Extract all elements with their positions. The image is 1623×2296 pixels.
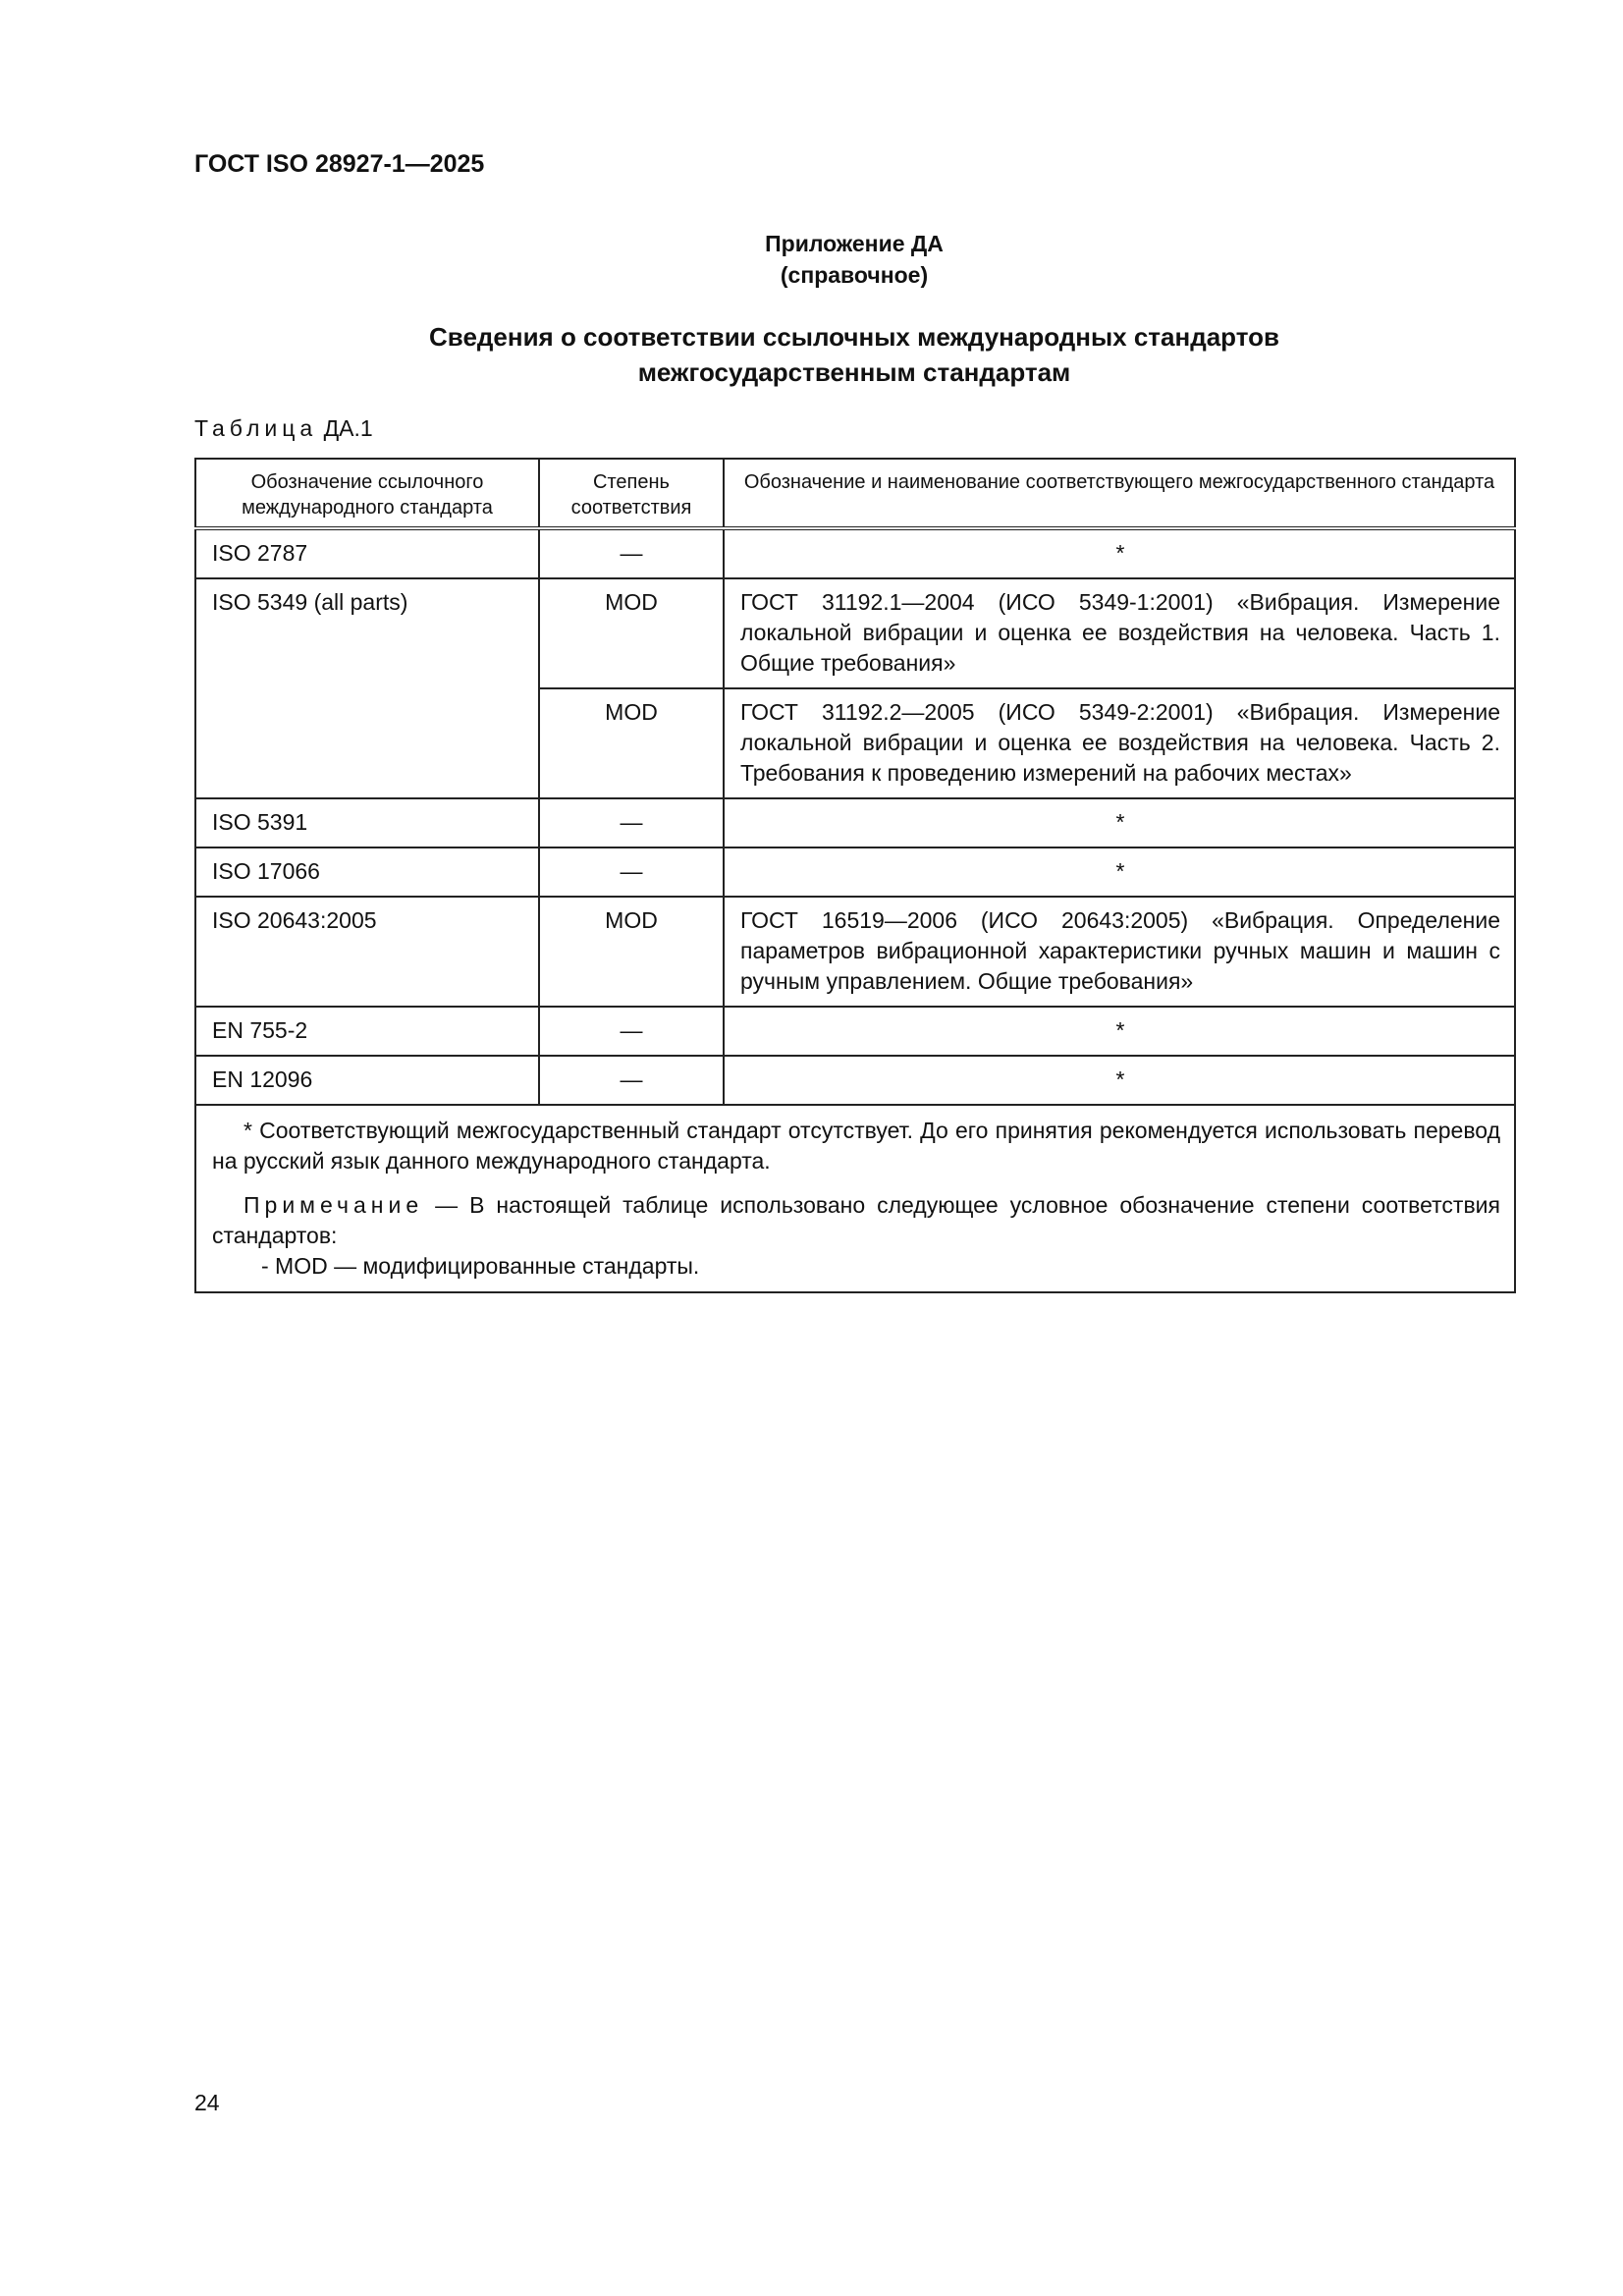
degree-cell: — (539, 847, 724, 897)
section-title-line-2: межгосударственным стандартам (637, 357, 1071, 387)
interstate-standard-cell: * (724, 1056, 1515, 1105)
appendix-title: Приложение ДА (765, 231, 944, 256)
table-row (195, 1056, 1515, 1105)
note-label: Примечание (243, 1192, 424, 1218)
table-row (195, 578, 1515, 688)
interstate-standard-cell: * (724, 847, 1515, 897)
correspondence-table (194, 458, 1516, 1293)
header-interstate-standard: Обозначение и наименование соответствующего межгосударственного стандарта (724, 459, 1515, 528)
international-standard-cell: ISO 17066 (195, 847, 539, 897)
table-footnote: * Соответствующий межгосударственный стандарт отсутствует. До его принятия рекомендуется использовать перевод на русский язык данного международного стандарта. (212, 1118, 1500, 1174)
table-label-number: ДА.1 (323, 415, 373, 441)
note-list-item: - MOD — модифицированные стандарты. (261, 1253, 700, 1279)
table-note (212, 1190, 1500, 1251)
table-label-prefix: Таблица (194, 415, 318, 441)
interstate-standard-cell: * (724, 528, 1515, 578)
header-international-standard: Обозначение ссылочного международного стандарта (195, 459, 539, 528)
appendix-heading (0, 228, 1623, 291)
international-standard-cell: ISO 5391 (195, 798, 539, 847)
degree-cell: — (539, 528, 724, 578)
degree-cell: MOD (539, 897, 724, 1007)
table-label (194, 415, 373, 442)
interstate-standard-cell: * (724, 798, 1515, 847)
table-footer-row (195, 1105, 1515, 1292)
international-standard-cell: ISO 20643:2005 (195, 897, 539, 1007)
page-number: 24 (194, 2090, 220, 2115)
interstate-standard-cell: ГОСТ 16519—2006 (ИСО 20643:2005) «Вибрация. Определение параметров вибрационной характеристики ручных машин и машин с ручным управлением. Общие требования» (724, 897, 1515, 1007)
degree-cell: — (539, 1056, 724, 1105)
interstate-standard-cell: * (724, 1007, 1515, 1056)
degree-cell: MOD (539, 578, 724, 688)
table-header-row (195, 459, 1515, 528)
table-row (195, 528, 1515, 578)
section-title-line-1: Сведения о соответствии ссылочных международных стандартов (429, 322, 1279, 352)
interstate-standard-cell: ГОСТ 31192.1—2004 (ИСО 5349-1:2001) «Вибрация. Измерение локальной вибрации и оценка ее воздействия на человека. Часть 1. Общие требования» (724, 578, 1515, 688)
table-notes-cell (195, 1105, 1515, 1292)
table-row (195, 1007, 1515, 1056)
header-degree-of-correspondence: Степень соответствия (539, 459, 724, 528)
degree-cell: — (539, 1007, 724, 1056)
international-standard-cell: EN 12096 (195, 1056, 539, 1105)
interstate-standard-cell: ГОСТ 31192.2—2005 (ИСО 5349-2:2001) «Вибрация. Измерение локальной вибрации и оценка ее воздействия на человека. Часть 2. Требования к проведению измерений на рабочих местах» (724, 688, 1515, 798)
table-row (195, 897, 1515, 1007)
table-row (195, 798, 1515, 847)
international-standard-cell: EN 755-2 (195, 1007, 539, 1056)
degree-cell: — (539, 798, 724, 847)
table-row (195, 847, 1515, 897)
section-title (0, 319, 1623, 390)
international-standard-cell: ISO 5349 (all parts) (195, 578, 539, 798)
note-text: — В настоящей таблице использовано следующее условное обозначение степени соответствия стандартов: (212, 1192, 1500, 1248)
document-designation: ГОСТ ISO 28927-1—2025 (194, 150, 485, 178)
international-standard-cell: ISO 2787 (195, 528, 539, 578)
degree-cell: MOD (539, 688, 724, 798)
appendix-kind: (справочное) (780, 262, 929, 288)
